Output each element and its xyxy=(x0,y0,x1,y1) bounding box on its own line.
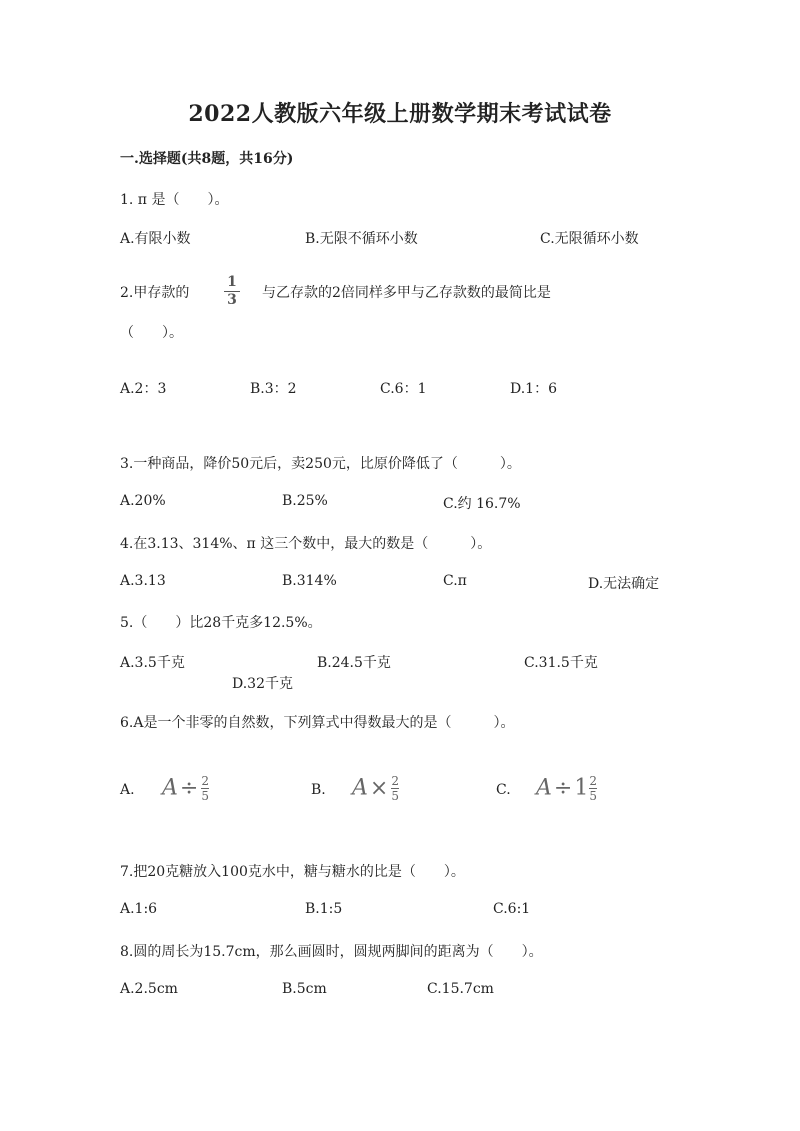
formula-fraction xyxy=(391,775,399,802)
question-2-stem-before: 2.甲存款的 xyxy=(120,285,190,301)
question-1-option-c: C.无限循环小数 xyxy=(540,231,639,247)
formula-variable: A xyxy=(352,775,368,801)
formula-fraction xyxy=(589,775,597,802)
question-8-option-c: C.15.7cm xyxy=(427,981,494,997)
question-5-option-b: B.24.5千克 xyxy=(317,655,391,671)
formula-fraction xyxy=(201,775,209,802)
question-5-option-c: C.31.5千克 xyxy=(524,655,598,671)
question-4-option-a: A.3.13 xyxy=(120,573,166,589)
question-6-formula-c xyxy=(536,775,597,802)
question-3-stem: 3.一种商品，降价50元后，卖250元，比原价降低了（ ）。 xyxy=(120,456,521,472)
formula-operator: ÷ xyxy=(553,775,573,801)
question-1-option-b: B.无限不循环小数 xyxy=(305,231,418,247)
formula-numerator: 2 xyxy=(201,774,209,788)
question-6-stem: 6.A是一个非零的自然数，下列算式中得数最大的是（ ）。 xyxy=(120,715,515,731)
question-3-option-a: A.20% xyxy=(120,493,166,509)
question-6-option-c: C. xyxy=(496,782,511,798)
question-2-stem-after: 与乙存款的2倍同样多甲与乙存款数的最简比是 xyxy=(262,285,551,301)
question-1-option-a: A.有限小数 xyxy=(120,231,191,247)
formula-variable: A xyxy=(536,775,552,801)
question-5-stem: 5.（ ）比28千克多12.5%。 xyxy=(120,615,322,631)
question-2-option-d: D.1：6 xyxy=(510,381,557,397)
question-4-option-b: B.314% xyxy=(282,573,337,589)
formula-numerator: 2 xyxy=(391,774,399,788)
question-6-formula-a xyxy=(162,775,209,802)
question-4-stem: 4.在3.13、314%、π 这三个数中，最大的数是（ ）。 xyxy=(120,536,492,552)
formula-denominator: 5 xyxy=(391,789,399,803)
fraction-denominator: 3 xyxy=(227,292,237,308)
question-2-stem-line2: （ ）。 xyxy=(120,325,183,341)
formula-variable: A xyxy=(162,775,178,801)
question-7-option-b: B.1:5 xyxy=(305,901,343,917)
formula-denominator: 5 xyxy=(201,789,209,803)
question-2-option-b: B.3：2 xyxy=(250,381,297,397)
formula-integer: 1 xyxy=(574,775,589,801)
question-4-option-c: C.π xyxy=(443,573,467,589)
question-8-option-b: B.5cm xyxy=(282,981,327,997)
question-8-stem: 8.圆的周长为15.7cm，那么画圆时，圆规两脚间的距离为（ ）。 xyxy=(120,944,543,960)
question-2-option-a: A.2：3 xyxy=(120,381,167,397)
question-2-option-c: C.6：1 xyxy=(380,381,427,397)
question-1-stem: 1. π 是（ ）。 xyxy=(120,192,229,208)
formula-operator: ÷ xyxy=(179,775,199,801)
question-3-option-c: C.约 16.7% xyxy=(443,496,521,512)
section-heading: 一.选择题(共8题，共16分) xyxy=(120,151,294,167)
fraction-numerator: 1 xyxy=(227,274,237,290)
formula-denominator: 5 xyxy=(589,789,597,803)
question-3-option-b: B.25% xyxy=(282,493,328,509)
question-7-option-c: C.6:1 xyxy=(493,901,531,917)
question-6-option-a: A. xyxy=(120,782,135,798)
question-2-fraction xyxy=(224,275,240,308)
page-title: 2022人教版六年级上册数学期末考试试卷 xyxy=(188,101,612,127)
question-5-option-a: A.3.5千克 xyxy=(120,655,185,671)
question-7-stem: 7.把20克糖放入100克水中，糖与糖水的比是（ ）。 xyxy=(120,864,465,880)
question-6-option-b: B. xyxy=(311,782,326,798)
question-5-option-d: D.32千克 xyxy=(232,676,293,692)
question-7-option-a: A.1:6 xyxy=(120,901,158,917)
question-8-option-a: A.2.5cm xyxy=(120,981,178,997)
question-4-option-d: D.无法确定 xyxy=(588,576,660,592)
formula-operator: × xyxy=(369,775,389,801)
formula-numerator: 2 xyxy=(589,774,597,788)
question-6-formula-b xyxy=(352,775,399,802)
